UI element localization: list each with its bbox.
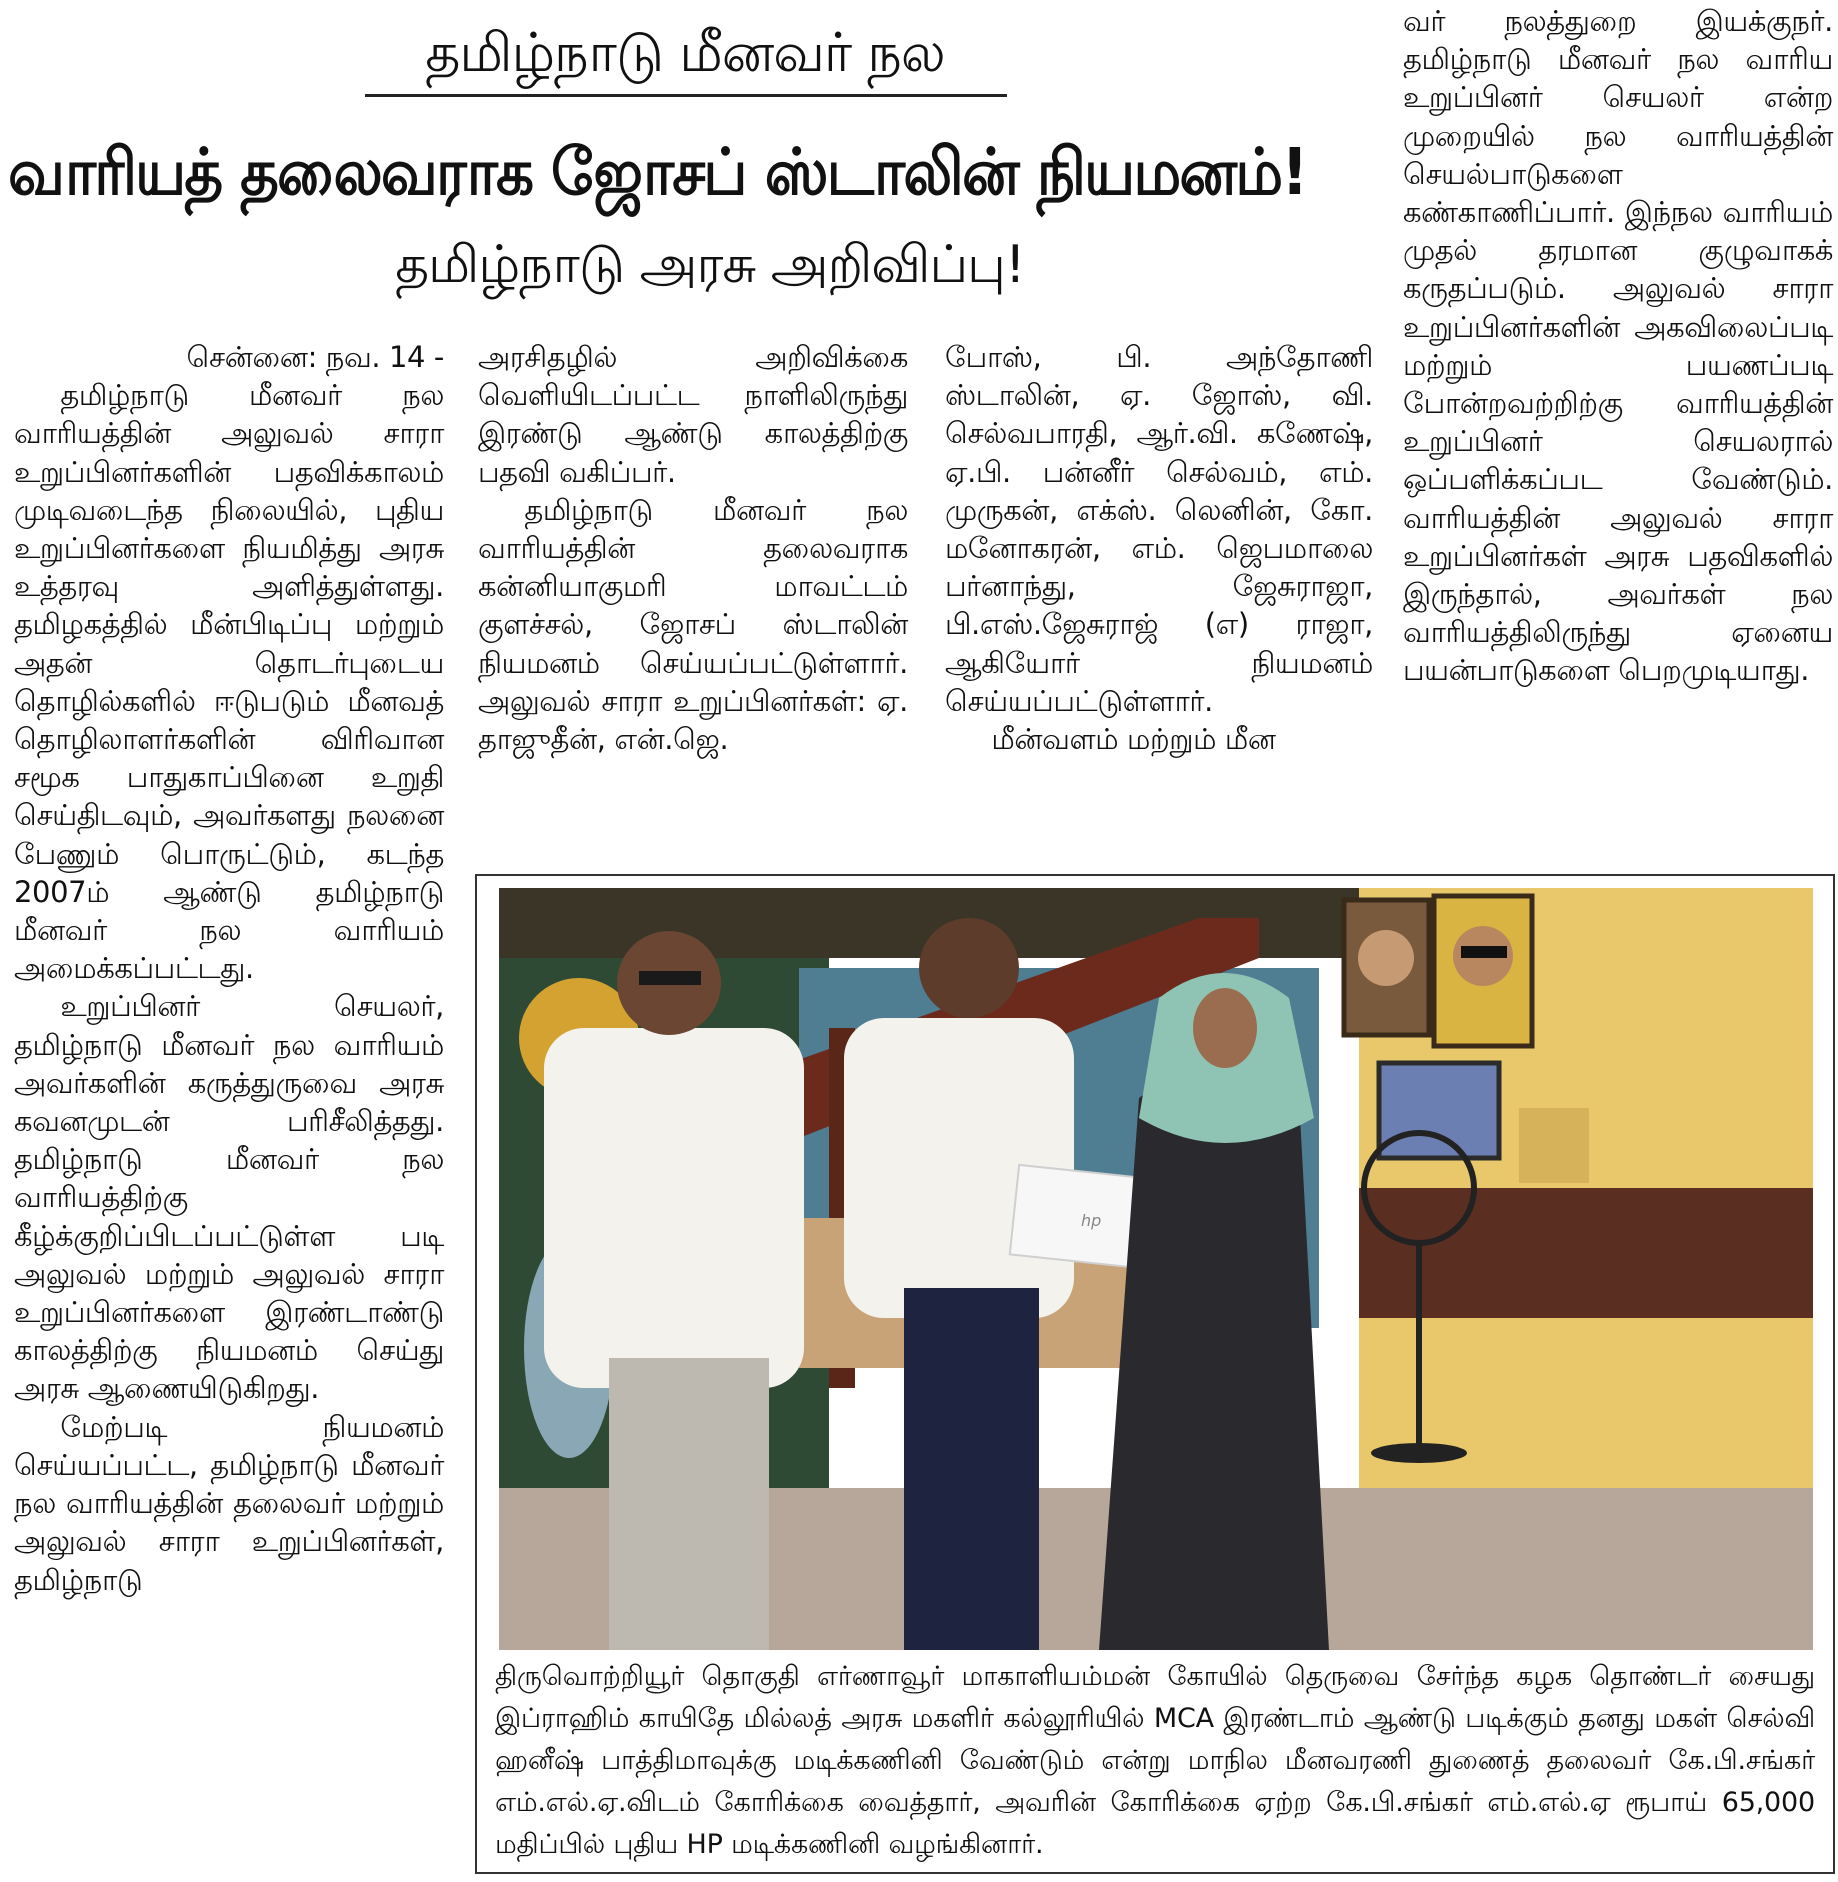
column-4 xyxy=(1403,2,1833,690)
man-left-trousers xyxy=(609,1358,769,1650)
column-4-paragraph: வர் நலத்துறை இயக்குநர். தமிழ்நாடு மீனவர் நல வாரிய உறுப்பினர் செயலர் என்ற முறையில் நல வாரியத்தின் செயல்பாடுகளை கண்காணிப்பார். இந்நல வாரியம் முதல் தரமான குழுவாகக் கருதப்படும். அலுவல் சாரா உறுப்பினர்களின் அகவிலைப்படி மற்றும் பயணப்படி போன்றவற்றிற்கு வாரியத்தின் உறுப்பினர் செயலரால் ஒப்பளிக்கப்பட வேண்டும். வாரியத்தின் அலுவல் சாரா உறுப்பினர்கள் அரசு பதவிகளில் இருந்தால், அவர்கள் நல வாரியத்திலிருந்து ஏனைய பயன்பாடுகளை பெறமுடியாது. xyxy=(1403,4,1833,688)
news-photo xyxy=(499,888,1813,1650)
hp-logo: hp xyxy=(1081,1211,1102,1230)
kicker-underline xyxy=(365,94,1007,97)
column-1-paragraph: உறுப்பினர் செயலர், தமிழ்நாடு மீனவர் நல வாரியம் அவர்களின் கருத்துருவை அரசு கவனமுடன் பரிசீலித்தது. தமிழ்நாடு மீனவர் நல வாரியத்திற்கு கீழ்க்குறிப்பிடப்பட்டுள்ள படி அலுவல் மற்றும் அலுவல் சாரா உறுப்பினர்களை இரண்டாண்டு காலத்திற்கு நியமனம் செய்து அரசு ஆணையிடுகிறது. xyxy=(14,989,444,1406)
portrait-left-face xyxy=(1358,930,1414,986)
column-3-paragraph: போஸ், பி. அந்தோணி ஸ்டாலின், ஏ. ஜோஸ், வி. செல்வபாரதி, ஆர்.வி. கணேஷ், ஏ.பி. பன்னீர் செல்வம், எம். முருகன், எக்ஸ். லெனின், கோ. மனோகரன், எம். ஜெபமாலை பர்னாந்து, ஜேசுராஜா, பி.எஸ்.ஜேசுராஜ் (எ) ராஜா, ஆகியோர் நியமனம் செய்யப்பட்டுள்ளார். xyxy=(945,340,1373,718)
shrine xyxy=(1519,1108,1589,1183)
man-left-spectacles xyxy=(639,971,701,985)
column-2 xyxy=(478,338,908,758)
man-left-body xyxy=(544,1028,804,1388)
photo-illustration xyxy=(499,888,1813,1650)
column-1-paragraph: தமிழ்நாடு மீனவர் நல வாரியத்தின் அலுவல் சாரா உறுப்பினர்களின் பதவிக்காலம் முடிவடைந்த நிலையில், புதிய உறுப்பினர்களை நியமித்து அரசு உத்தரவு அளித்துள்ளது. தமிழகத்தில் மீன்பிடிப்பு மற்றும் அதன் தொடர்புடைய தொழில்களில் ஈடுபடும் மீனவத் தொழிலாளர்களின் விரிவான சமூக பாதுகாப்பினை உறுதி செய்திடவும், அவர்களது நலனை பேணும் பொருட்டும், கடந்த 2007ம் ஆண்டு தமிழ்நாடு மீனவர் நல வாரியம் அமைக்கப்பட்டது. xyxy=(14,378,444,986)
cabinet xyxy=(1359,1188,1813,1318)
man-center-trousers xyxy=(904,1288,1039,1650)
man-center-head xyxy=(919,918,1019,1018)
framed-photo xyxy=(1379,1063,1499,1158)
fan-base xyxy=(1371,1443,1467,1463)
photo-box xyxy=(475,874,1835,1874)
photo-caption: திருவொற்றியூர் தொகுதி எர்ணாவூர் மாகாளியம்மன் கோயில் தெருவை சேர்ந்த கழக தொண்டர் சையது இப்ராஹிம் காயிதே மில்லத் அரசு மகளிர் கல்லூரியில் MCA இரண்டாம் ஆண்டு படிக்கும் தனது மகள் செல்வி ஹனீஷ் பாத்திமாவுக்கு மடிக்கணினி வேண்டும் என்று மாநில மீனவரணி துணைத் தலைவர் கே.பி.சங்கர் எம்.எல்.ஏ.விடம் கோரிக்கை வைத்தார், அவரின் கோரிக்கை ஏற்ற கே.பி.சங்கர் எம்.எல்.ஏ ரூபாய் 65,000 மதிப்பில் புதிய HP மடிக்கணினி வழங்கினார். xyxy=(495,1661,1815,1860)
column-2-paragraph: தமிழ்நாடு மீனவர் நல வாரியத்தின் தலைவராக கன்னியாகுமரி மாவட்டம் குளச்சல், ஜோசப் ஸ்டாலின் நியமனம் செய்யப்பட்டுள்ளார். அலுவல் சாரா உறுப்பினர்கள்: ஏ. தாஜுதீன், என்.ஜெ. xyxy=(478,492,908,757)
column-1 xyxy=(14,338,444,1599)
dark-glasses xyxy=(1461,946,1507,958)
dateline: சென்னை: நவ. 14 - xyxy=(186,340,444,374)
column-1-paragraph: மேற்படி நியமனம் செய்யப்பட்ட, தமிழ்நாடு மீனவர் நல வாரியத்தின் தலைவர் மற்றும் அலுவல் சாரா உறுப்பினர்கள், தமிழ்நாடு xyxy=(14,1409,444,1597)
kicker: தமிழ்நாடு மீனவர் நல xyxy=(425,21,945,84)
headline: வாரியத் தலைவராக ஜோசப் ஸ்டாலின் நியமனம்! xyxy=(8,136,1307,210)
subhead: தமிழ்நாடு அரசு அறிவிப்பு! xyxy=(395,235,1025,295)
column-3-paragraph: மீன்வளம் மற்றும் மீன xyxy=(991,722,1276,757)
woman-face xyxy=(1193,988,1257,1068)
column-3 xyxy=(945,338,1373,758)
column-2-paragraph: அரசிதழில் அறிவிக்கை வெளியிடப்பட்ட நாளிலிருந்து இரண்டு ஆண்டு காலத்திற்கு பதவி வகிப்பர். xyxy=(478,340,908,489)
